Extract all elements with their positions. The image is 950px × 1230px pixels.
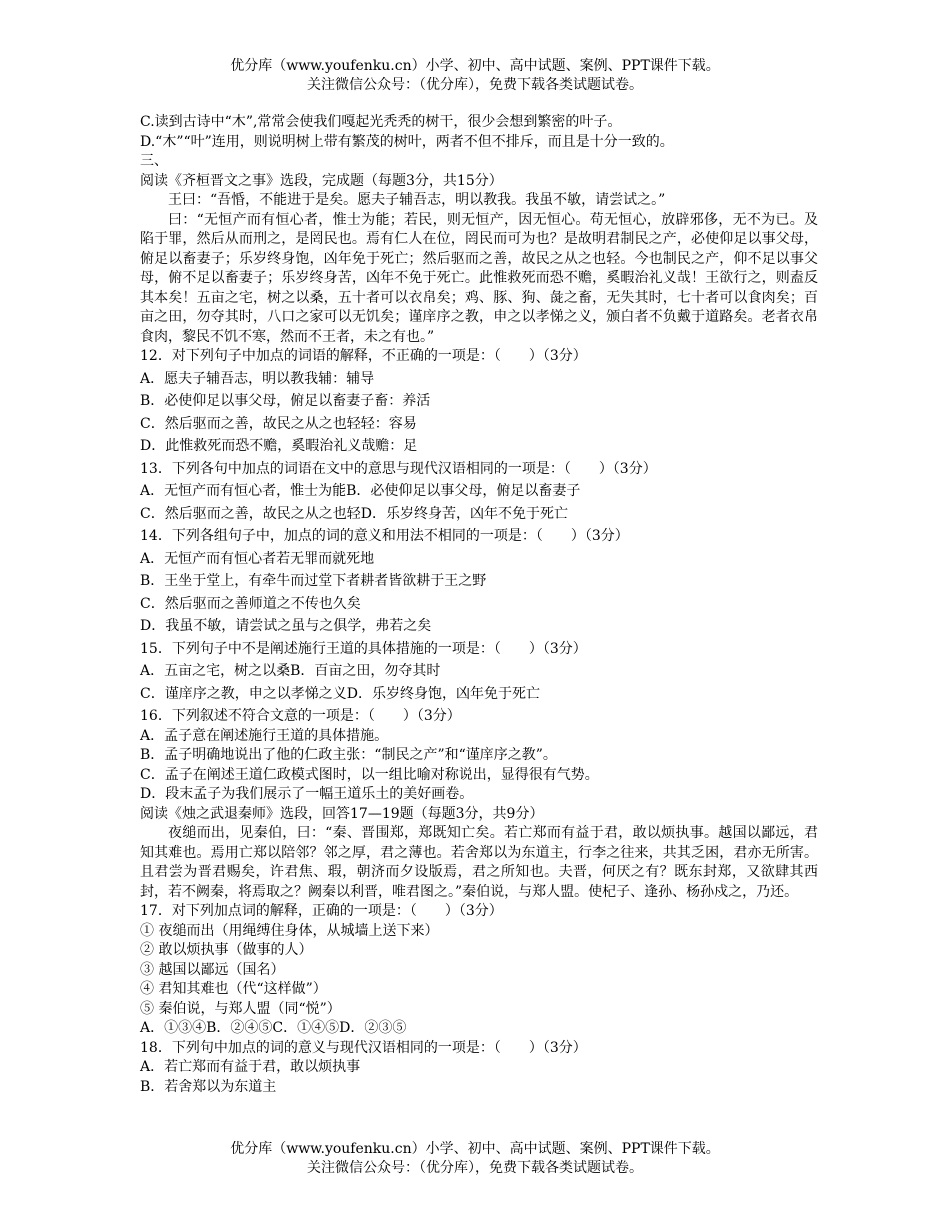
reading1-intro: 阅读《齐桓晋文之事》选段，完成题（每题3分，共15分） xyxy=(140,172,503,189)
q18-option-b: B．若舍郑以为东道主 xyxy=(140,1078,277,1095)
q14-option-d-right: 虽与之俱学，弗若之矣 xyxy=(291,618,432,634)
question-13-stem: 13．下列各句中加点的词语在文中的意思与现代汉语相同的一项是：（ ）（3分） xyxy=(140,460,657,477)
question-18-stem: 18．下列句中加点的词的意义与现代汉语相同的一项是：（ ）（3分） xyxy=(140,1039,587,1056)
question-14-stem: 14．下列各组句子中，加点的词的意义和用法不相同的一项是：（ ）（3分） xyxy=(140,528,629,544)
header-line-1: 优分库（www.youfenku.cn）小学、初中、高中试题、案例、PPT课件下载。 xyxy=(230,58,720,74)
question-17-stem: 17．对下列加点词的解释，正确的一项是：（ ）（3分） xyxy=(140,903,503,919)
footer-line-2: 关注微信公众号：（优分库），免费下载各类试题试卷。 xyxy=(307,1160,643,1176)
q12-option-a-sentence: A．愿夫子辅吾志，明以教我 xyxy=(140,370,319,387)
q15-option-d: D．乐岁终身饱，凶年免于死亡 xyxy=(346,685,540,702)
reading1-para-2: 曰：“无恒产而有恒心者，惟士为能；若民，则无恒产，因无恒心。苟无恒心，放辟邪侈，无不为已。及陷于罪，然后从而刑之，是罔民也。焉有仁人在位，罔民而可为也？是故明君制民之产，必使仰足以事父母，俯足以畜妻子；乐岁终身饱，凶年免于死亡；然后驱而之善，故民之从之也轻。今也制民之产，仰不足以事父母，俯不足以畜妻子；乐岁终身苦，凶年不免于死亡。此惟救死而恐不赡，奚暇治礼义哉！王欲行之，则盍反其本矣！五亩之宅，树之以桑，五十者可以衣帛矣；鸡、豚、狗、彘之畜，无失其时，七十者可以食肉矣；百亩之田，勿夺其时，八口之家可以无饥矣；谨庠序之教，申之以孝悌之义，颁白者不负戴于道路矣。老者衣帛食肉，黎民不饥不寒，然而不王者，未之有也。” xyxy=(140,211,818,345)
q17-choice-a: A．①③④ xyxy=(140,1020,207,1036)
q15-option-a: A．五亩之宅，树之以桑 xyxy=(140,663,291,679)
q14-option-c-left: C．然后驱而之善 xyxy=(140,595,249,612)
reading1-para-1: 王曰：“吾惛，不能进于是矣。愿夫子辅吾志，明以教我。我虽不敏，请尝试之。” xyxy=(168,192,666,208)
page-footer xyxy=(0,1140,950,1178)
reading2-intro: 阅读《烛之武退秦师》选段，回答17—19题（每题3分，共9分） xyxy=(140,805,544,822)
q13-option-b: B．必使仰足以事父母，俯足以畜妻子 xyxy=(346,483,581,499)
q12-option-d-sentence: D．此惟救死而恐不赡，奚暇治礼义哉 xyxy=(140,438,376,454)
q18-option-a: A．若亡郑而有益于君，敢以烦执事 xyxy=(140,1059,361,1075)
q14-option-a-left: A．无恒产而有恒心者 xyxy=(140,550,277,567)
q13-option-c: C．然后驱而之善，故民之从之也轻 xyxy=(140,505,361,522)
q15-row-2 xyxy=(140,685,818,705)
question-15-stem: 15．下列句子中不是阐述施行王道的具体措施的一项是：（ ）（3分） xyxy=(140,640,587,657)
q16-option-c: C．孟子在阐述王道仁政模式图时，以一组比喻对称说出，显得很有气势。 xyxy=(140,766,599,783)
q12-option-c-gloss: 轻：容易 xyxy=(360,415,417,432)
q12-option-b-sentence: B．必使仰足以事父母，俯足以畜妻子 xyxy=(140,393,375,409)
q14-option-b-right: 耕者皆欲耕于王之野 xyxy=(360,573,487,589)
q14-option-d-left: D．我虽不敏，请尝试之 xyxy=(140,618,292,634)
question-16-stem: 16．下列叙述不符合文意的一项是：（ ）（3分） xyxy=(140,708,461,724)
q15-row-1 xyxy=(140,662,818,682)
q17-item-1: ① 夜缒而出（用绳缚住身体，从城墙上送下来） xyxy=(140,922,439,939)
page-header xyxy=(0,57,950,95)
q12-option-c-sentence: C．然后驱而之善，故民之从之也轻 xyxy=(140,415,361,432)
q14-option-d xyxy=(140,617,818,637)
q12-option-b-gloss: 畜：养活 xyxy=(374,393,431,409)
q14-option-a-right: 若无罪而就死地 xyxy=(276,550,375,567)
q16-option-a: A．孟子意在阐述施行王道的具体措施。 xyxy=(140,727,389,744)
q13-row-2 xyxy=(140,505,818,525)
q13-option-d: D．乐岁终身苦，凶年不免于死亡 xyxy=(360,505,568,522)
q17-item-3: ③ 越国以鄙远（国名） xyxy=(140,961,285,978)
q17-item-5: ⑤ 秦伯说，与郑人盟（同“悦”） xyxy=(140,1000,341,1017)
q13-option-a: A．无恒产而有恒心者，惟士为能 xyxy=(140,483,347,499)
q14-option-b-left: B．王坐于堂上，有牵牛而过堂下者 xyxy=(140,573,361,589)
q12-option-c xyxy=(140,415,818,435)
prev-option-c: C.读到古诗中“木”,常常会使我们嘎起光秃秃的树干，很少会想到繁密的叶子。 xyxy=(140,114,622,130)
question-12-stem: 12．对下列句子中加点的词语的解释，不正确的一项是：（ ）（3分） xyxy=(140,348,587,364)
q13-row-1 xyxy=(140,482,818,502)
footer-line-1: 优分库（www.youfenku.cn）小学、初中、高中试题、案例、PPT课件下载。 xyxy=(230,1141,720,1157)
prev-option-d: D.“木”“叶”连用，则说明树上带有繁茂的树叶，两者不但不排斥，而且是十分一致的。 xyxy=(140,133,674,150)
reading2-para: 夜缒而出，见秦伯，曰：“秦、晋围郑，郑既知亡矣。若亡郑而有益于君，敢以烦执事。越国以鄙远，君知其难也。焉用亡郑以陪邻？邻之厚，君之薄也。若舍郑以为东道主，行李之往来，共其乏困，君亦无所害。且君尝为晋君赐矣，许君焦、瑕，朝济而夕设版焉，君之所知也。夫晋，何厌之有？既东封郑，又欲肆其西封，若不阙秦，将焉取之？阙秦以利晋，唯君图之。”秦伯说，与郑人盟。使杞子、逢孙、杨孙戍之，乃还。 xyxy=(140,825,818,900)
document-body xyxy=(140,113,818,1097)
q17-choices xyxy=(140,1019,818,1039)
q14-option-c xyxy=(140,595,818,615)
q12-option-b xyxy=(140,392,818,412)
q12-option-d xyxy=(140,437,818,457)
q14-option-a xyxy=(140,550,818,570)
section-heading: 三、 xyxy=(140,153,168,169)
q14-option-c-right: 师道之不传也久矣 xyxy=(248,595,361,612)
q14-option-b xyxy=(140,572,818,592)
q16-option-b: B．孟子明确地说出了他的仁政主张：“制民之产”和“谨庠序之教”。 xyxy=(140,747,557,763)
q15-option-b: B．百亩之田，勿夺其时 xyxy=(290,663,441,679)
q17-item-4: ④ 君知其难也（代“这样做”） xyxy=(140,981,327,997)
q12-option-a-gloss: 辅：辅导 xyxy=(318,370,375,387)
q17-item-2: ② 敢以烦执事（做事的人） xyxy=(140,942,313,958)
q17-choice-b: B．②④⑤ xyxy=(206,1020,273,1036)
q15-option-c: C．谨庠序之教，申之以孝悌之义 xyxy=(140,685,347,702)
q17-choice-d: D．②③⑤ xyxy=(339,1020,407,1036)
header-line-2: 关注微信公众号：（优分库），免费下载各类试题试卷。 xyxy=(307,77,643,93)
q12-option-a xyxy=(140,370,818,390)
q16-option-d: D．段末孟子为我们展示了一幅王道乐土的美好画卷。 xyxy=(140,786,474,802)
q17-choice-c: C．①④⑤ xyxy=(272,1020,340,1036)
q12-option-d-gloss: 赡：足 xyxy=(375,438,418,454)
